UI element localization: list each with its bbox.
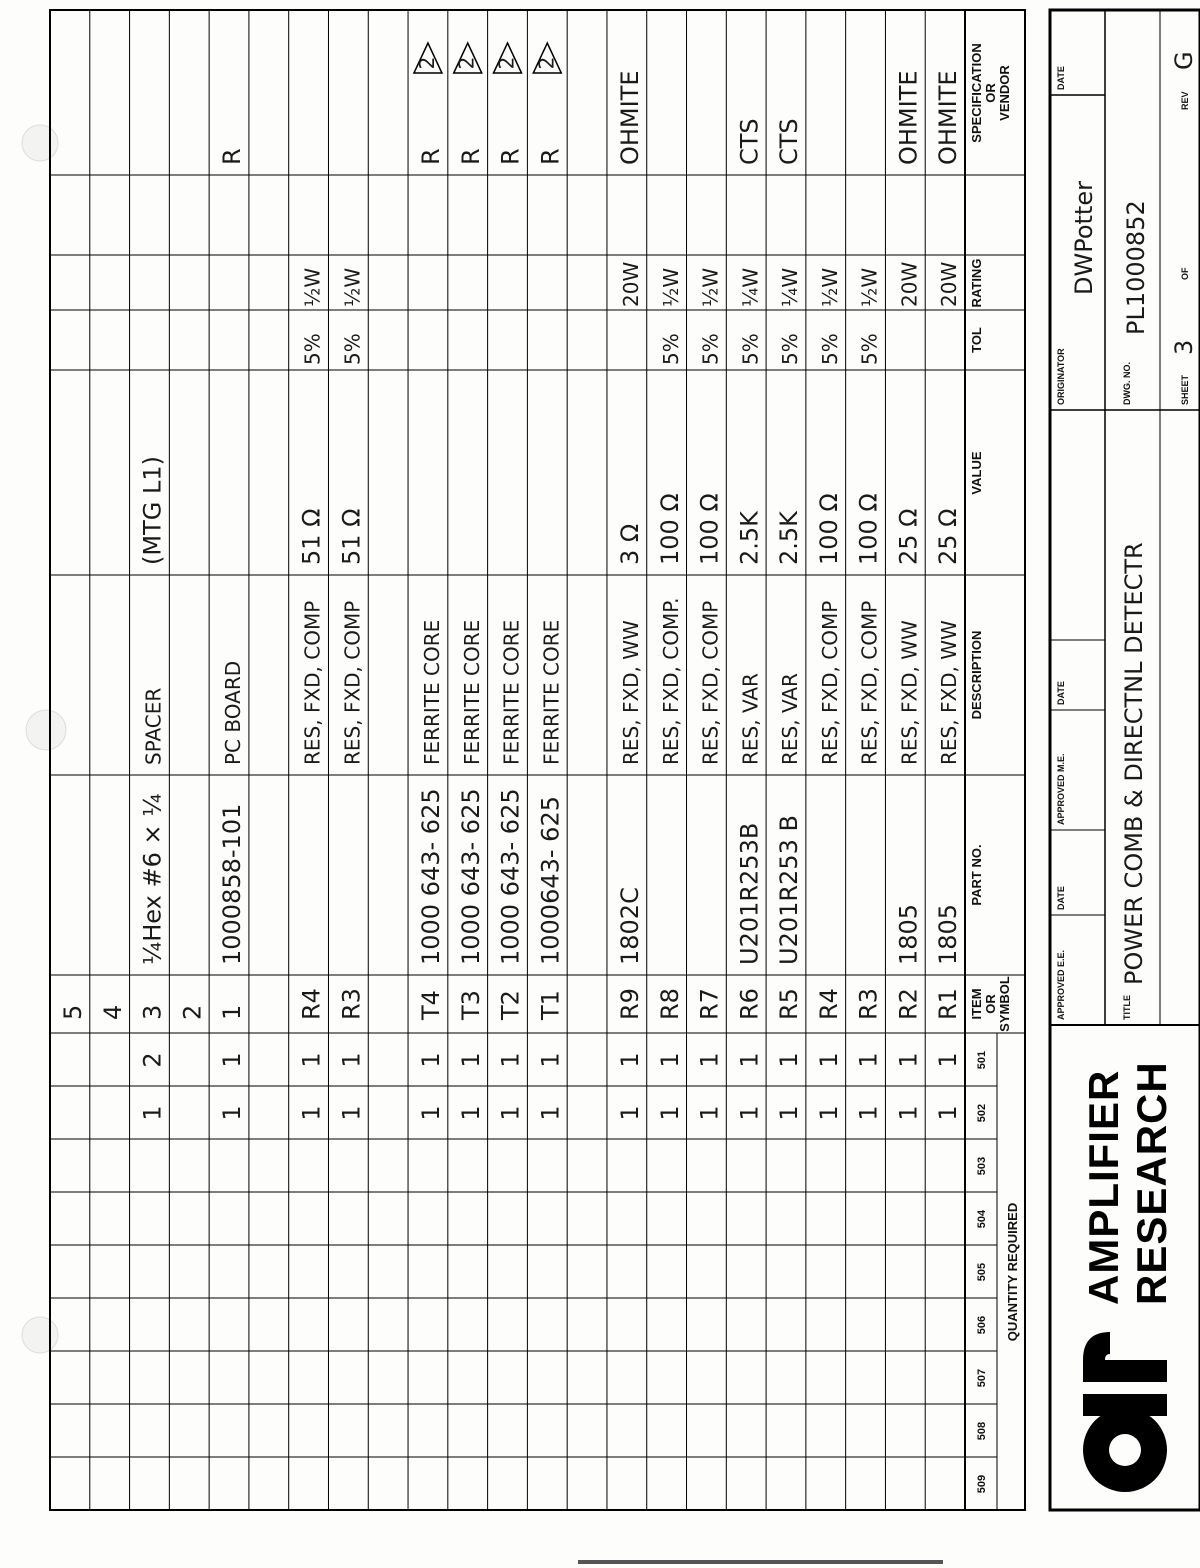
description-cell: RES, FXD, COMP.	[658, 597, 683, 765]
rating-cell: ½W	[857, 267, 882, 307]
description-cell: PC BOARD	[221, 660, 246, 765]
qty-col-header: 504	[976, 1209, 988, 1229]
part-no-header: PART NO.	[969, 844, 984, 906]
qty-502-cell: 1	[695, 1105, 724, 1121]
description-header: DESCRIPTION	[969, 630, 984, 720]
item-symbol-cell: R4	[297, 988, 326, 1020]
item-symbol-cell: 1	[218, 1004, 247, 1020]
item-symbol-cell: R6	[735, 988, 764, 1020]
qty-501-cell: 1	[655, 1052, 684, 1068]
qty-502-cell: 1	[854, 1105, 883, 1121]
spec-vendor-header: SPECIFICATION	[969, 43, 984, 143]
value-cell: 3 Ω	[615, 523, 644, 565]
qty-501-cell: 1	[934, 1052, 963, 1068]
item-symbol-cell: R9	[615, 988, 644, 1020]
description-cell: FERRITE CORE	[539, 619, 564, 765]
scan-edge-bar	[578, 1560, 943, 1564]
description-cell: RES, FXD, COMP	[340, 600, 365, 765]
vendor-cell: R	[536, 148, 565, 165]
qty-501-cell: 1	[456, 1052, 485, 1068]
qty-501-cell: 1	[218, 1052, 247, 1068]
spec-vendor-header: VENDOR	[997, 65, 1012, 121]
drawing-title: POWER COMB & DIRECTNL DETECTR	[1120, 542, 1148, 985]
item-symbol-cell: R7	[695, 988, 724, 1020]
rating-cell: ½W	[698, 267, 723, 307]
vendor-cell: R	[218, 148, 247, 165]
value-cell: 51 Ω	[337, 508, 366, 565]
item-symbol-cell: T4	[417, 990, 446, 1020]
approved-me-label: APPROVED M.E.	[1056, 753, 1066, 825]
tol-cell: 5%	[300, 333, 325, 365]
revision-flag-number: 2	[454, 56, 479, 70]
rating-cell: ¼W	[778, 267, 803, 307]
dwg-no-value: PL1000852	[1122, 200, 1150, 335]
rating-cell: 20W	[897, 261, 922, 307]
item-symbol-cell: R8	[655, 988, 684, 1020]
qty-502-cell: 1	[218, 1105, 247, 1121]
title-label: TITLE	[1122, 995, 1132, 1020]
part-no-cell: 1802C	[615, 887, 644, 965]
qty-501-cell: 1	[417, 1052, 446, 1068]
qty-501-cell: 1	[496, 1052, 525, 1068]
rating-cell: 20W	[937, 261, 962, 307]
qty-502-cell: 1	[536, 1105, 565, 1121]
qty-502-cell: 1	[337, 1105, 366, 1121]
rating-cell: ½W	[817, 267, 842, 307]
part-no-cell: U201R253 B	[775, 815, 804, 965]
item-symbol-cell: R5	[775, 988, 804, 1020]
qty-501-cell: 2	[138, 1052, 167, 1068]
qty-col-header: 508	[976, 1421, 988, 1441]
part-no-cell: 1000 643- 625	[456, 788, 485, 965]
qty-col-header: 507	[976, 1368, 988, 1388]
qty-502-cell: 1	[735, 1105, 764, 1121]
qty-col-header: 503	[976, 1156, 988, 1176]
description-cell: RES, FXD, COMP	[857, 600, 882, 765]
item-symbol-cell: R3	[854, 988, 883, 1020]
item-symbol-cell: 3	[138, 1004, 167, 1020]
vendor-cell: OHMITE	[894, 70, 923, 165]
qty-502-cell: 1	[894, 1105, 923, 1121]
approved-ee-label: APPROVED E.E.	[1056, 949, 1066, 1020]
revision-flag-number: 2	[494, 56, 519, 70]
qty-501-cell: 1	[814, 1052, 843, 1068]
qty-502-cell: 1	[138, 1105, 167, 1121]
rating-cell: ½W	[300, 267, 325, 307]
item-symbol-cell: R4	[814, 988, 843, 1020]
punch-hole-bottom	[22, 1317, 58, 1353]
description-cell: RES, VAR	[738, 673, 763, 765]
parts-table	[50, 10, 1025, 1510]
logo-line2: RESEARCH	[1128, 1061, 1175, 1305]
qty-502-cell: 1	[417, 1105, 446, 1121]
qty-501-cell: 1	[854, 1052, 883, 1068]
part-no-cell: 1805	[894, 903, 923, 965]
qty-501-cell: 1	[775, 1052, 804, 1068]
tol-cell: 5%	[698, 333, 723, 365]
part-no-cell: ¼Hex #6 × ¼	[138, 793, 167, 965]
vendor-cell: CTS	[735, 118, 764, 165]
qty-col-header: 502	[976, 1103, 988, 1123]
part-no-cell: 1000858-101	[218, 803, 247, 965]
description-cell: FERRITE CORE	[459, 619, 484, 765]
qty-501-cell: 1	[735, 1052, 764, 1068]
originator-value: DWPotter	[1070, 181, 1098, 295]
punch-hole-top	[22, 125, 58, 161]
description-cell: RES, FXD, COMP	[817, 600, 842, 765]
rating-cell: ¼W	[738, 267, 763, 307]
logo-line1: AMPLIFIER	[1080, 1069, 1127, 1305]
qty-501-cell: 1	[536, 1052, 565, 1068]
date-label-3: DATE	[1056, 66, 1066, 90]
rating-cell: 20W	[618, 261, 643, 307]
qty-502-cell: 1	[655, 1105, 684, 1121]
part-no-cell: 1000 643- 625	[496, 788, 525, 965]
item-symbol-cell: R2	[894, 988, 923, 1020]
part-no-cell: U201R253B	[735, 822, 764, 965]
qty-502-cell: 1	[775, 1105, 804, 1121]
qty-502-cell: 1	[615, 1105, 644, 1121]
item-symbol-cell: T1	[536, 990, 565, 1020]
item-symbol-cell: T2	[496, 990, 525, 1020]
qty-501-cell: 1	[337, 1052, 366, 1068]
date-label-2: DATE	[1056, 681, 1066, 705]
value-cell: 25 Ω	[934, 508, 963, 565]
description-cell: SPACER	[141, 687, 166, 765]
quantity-required-header: QUANTITY REQUIRED	[1005, 1202, 1020, 1342]
description-cell: FERRITE CORE	[499, 619, 524, 765]
item-symbol-cell: 2	[178, 1004, 207, 1020]
sheet-label: SHEET	[1180, 374, 1190, 405]
sheet-value: 3	[1170, 339, 1198, 355]
vendor-cell: OHMITE	[934, 70, 963, 165]
value-header: VALUE	[969, 451, 984, 495]
value-cell: 2.5K	[735, 511, 764, 565]
qty-502-cell: 1	[456, 1105, 485, 1121]
tol-cell: 5%	[738, 333, 763, 365]
value-cell: (MTG L1)	[138, 456, 167, 565]
item-symbol-cell: 4	[98, 1004, 127, 1020]
title-block	[1050, 10, 1200, 1510]
description-cell: RES, VAR	[778, 673, 803, 765]
qty-502-cell: 1	[814, 1105, 843, 1121]
punch-hole-middle	[26, 710, 66, 750]
qty-501-cell: 1	[297, 1052, 326, 1068]
part-no-cell: 1000 643- 625	[417, 788, 446, 965]
vendor-cell: CTS	[775, 118, 804, 165]
part-no-cell: 1805	[934, 903, 963, 965]
tol-cell: 5%	[778, 333, 803, 365]
item-symbol-cell: T3	[456, 990, 485, 1020]
qty-502-cell: 1	[297, 1105, 326, 1121]
vendor-cell: R	[496, 148, 525, 165]
rating-cell: ½W	[658, 267, 683, 307]
description-cell: RES, FXD, WW	[897, 620, 922, 765]
description-cell: FERRITE CORE	[420, 619, 445, 765]
revision-flag-number: 2	[534, 56, 559, 70]
tol-cell: 5%	[658, 333, 683, 365]
value-cell: 2.5K	[775, 511, 804, 565]
rating-header: RATING	[969, 258, 984, 308]
spec-vendor-header: OR	[983, 83, 998, 103]
item-symbol-cell: 5	[59, 1004, 88, 1020]
qty-col-header: 501	[976, 1050, 988, 1070]
item-symbol-cell: R3	[337, 988, 366, 1020]
dwg-no-label: DWG. NO.	[1122, 362, 1132, 405]
rev-value: G	[1170, 51, 1198, 70]
tol-cell: 5%	[340, 333, 365, 365]
of-label: OF	[1180, 267, 1190, 280]
qty-501-cell: 1	[894, 1052, 923, 1068]
vendor-cell: OHMITE	[615, 70, 644, 165]
tol-cell: 5%	[817, 333, 842, 365]
tol-cell: 5%	[857, 333, 882, 365]
value-cell: 25 Ω	[894, 508, 923, 565]
rating-cell: ½W	[340, 267, 365, 307]
value-cell: 100 Ω	[854, 493, 883, 565]
tol-header: TOL	[969, 327, 984, 353]
qty-501-cell: 1	[695, 1052, 724, 1068]
item-symbol-header: SYMBOL	[997, 976, 1012, 1032]
item-symbol-cell: R1	[934, 988, 963, 1020]
qty-501-cell: 1	[615, 1052, 644, 1068]
part-no-cell: 1000643- 625	[536, 796, 565, 965]
revision-flag-number: 2	[414, 56, 439, 70]
amplifier-research-logo	[1080, 1061, 1175, 1492]
item-symbol-header: ITEM	[969, 988, 984, 1020]
description-cell: RES, FXD, COMP	[300, 600, 325, 765]
description-cell: RES, FXD, WW	[618, 620, 643, 765]
qty-col-header: 505	[976, 1262, 988, 1282]
value-cell: 100 Ω	[814, 493, 843, 565]
rev-label: REV	[1180, 91, 1190, 110]
vendor-cell: R	[417, 148, 446, 165]
qty-col-header: 509	[976, 1474, 988, 1494]
qty-502-cell: 1	[934, 1105, 963, 1121]
description-cell: RES, FXD, COMP	[698, 600, 723, 765]
originator-label: ORIGINATOR	[1056, 348, 1066, 405]
value-cell: 51 Ω	[297, 508, 326, 565]
item-symbol-header: OR	[983, 994, 998, 1014]
qty-502-cell: 1	[496, 1105, 525, 1121]
qty-col-header: 506	[976, 1315, 988, 1335]
vendor-cell: R	[456, 148, 485, 165]
value-cell: 100 Ω	[655, 493, 684, 565]
description-cell: RES, FXD, WW	[937, 620, 962, 765]
date-label-1: DATE	[1056, 886, 1066, 910]
value-cell: 100 Ω	[695, 493, 724, 565]
